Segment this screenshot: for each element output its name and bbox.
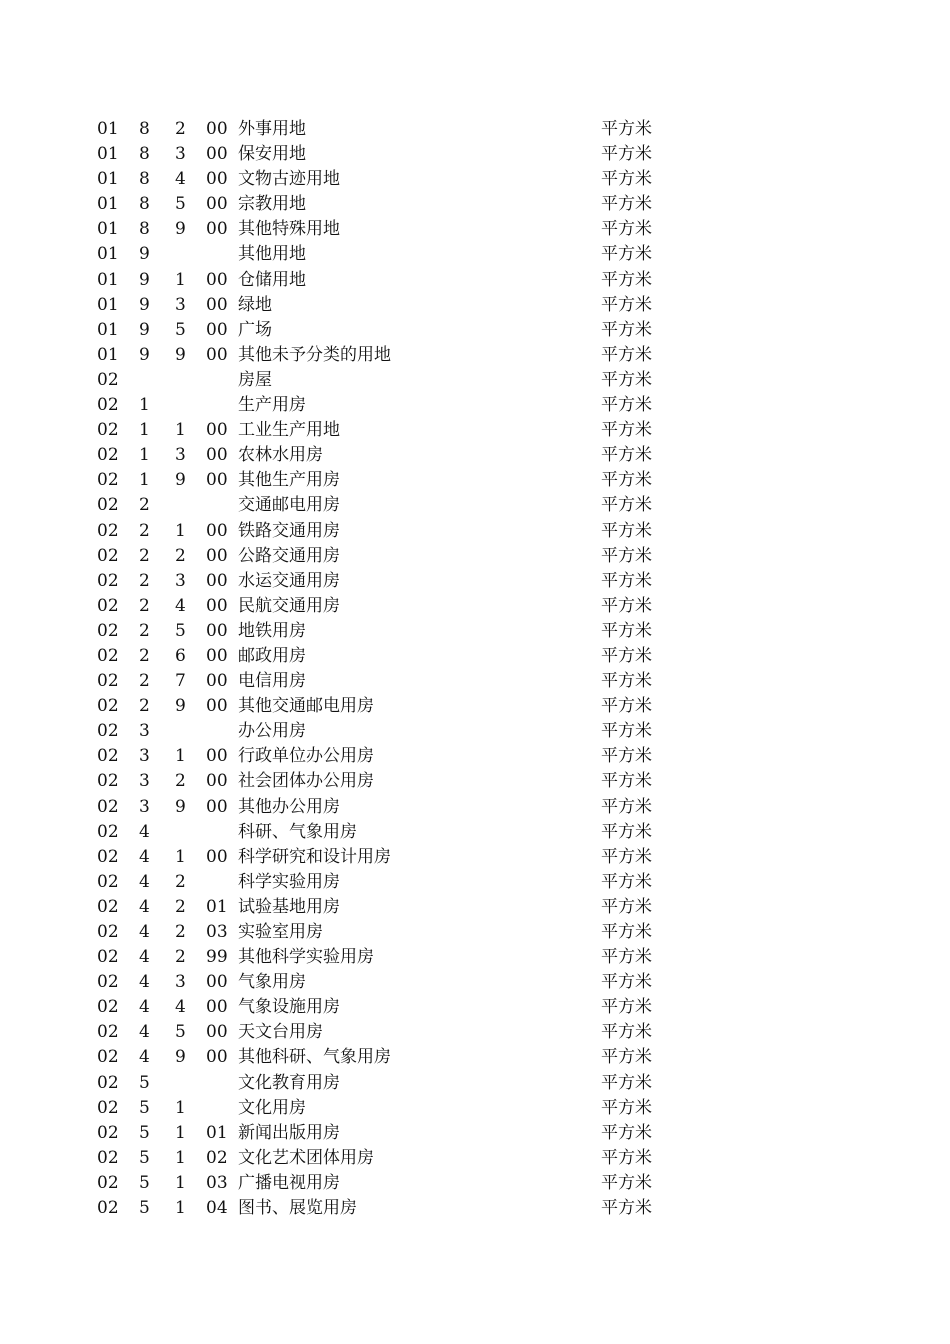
code-level-1: 02 bbox=[97, 821, 119, 842]
code-level-2: 8 bbox=[139, 144, 150, 165]
table-row bbox=[0, 895, 950, 920]
code-level-1: 01 bbox=[97, 169, 119, 190]
item-name: 其他办公用房 bbox=[238, 796, 340, 817]
item-name: 文化艺术团体用房 bbox=[238, 1147, 374, 1168]
code-level-2: 4 bbox=[139, 972, 150, 993]
unit-label: 平方米 bbox=[601, 972, 652, 993]
unit-label: 平方米 bbox=[601, 194, 652, 215]
code-level-2: 5 bbox=[139, 1198, 150, 1219]
code-level-3: 2 bbox=[175, 771, 186, 792]
code-level-4: 00 bbox=[206, 796, 228, 817]
item-name: 交通邮电用房 bbox=[238, 495, 340, 516]
code-level-3: 3 bbox=[175, 294, 186, 315]
code-level-4: 00 bbox=[206, 520, 228, 541]
code-level-1: 02 bbox=[97, 1097, 119, 1118]
unit-label: 平方米 bbox=[601, 369, 652, 390]
table-row bbox=[0, 744, 950, 769]
table-row bbox=[0, 318, 950, 343]
code-level-2: 4 bbox=[139, 922, 150, 942]
code-level-4: 00 bbox=[206, 194, 228, 215]
table-row bbox=[0, 669, 950, 694]
code-level-2: 8 bbox=[139, 194, 150, 215]
code-level-2: 4 bbox=[139, 1022, 150, 1043]
table-row bbox=[0, 995, 950, 1020]
code-level-4: 00 bbox=[206, 319, 228, 340]
unit-label: 平方米 bbox=[601, 395, 652, 416]
code-level-2: 9 bbox=[139, 294, 150, 315]
code-level-3: 5 bbox=[175, 1022, 186, 1043]
code-level-2: 8 bbox=[139, 119, 150, 139]
code-level-1: 02 bbox=[97, 871, 119, 892]
table-row bbox=[0, 795, 950, 820]
code-level-3: 3 bbox=[175, 570, 186, 591]
unit-label: 平方米 bbox=[601, 1198, 652, 1219]
item-name: 其他交通邮电用房 bbox=[238, 696, 374, 717]
table-row bbox=[0, 443, 950, 468]
code-level-3: 9 bbox=[175, 344, 186, 365]
code-level-4: 04 bbox=[206, 1198, 228, 1219]
code-level-2: 3 bbox=[139, 721, 150, 742]
item-name: 实验室用房 bbox=[238, 922, 323, 942]
code-level-1: 02 bbox=[97, 445, 119, 466]
unit-label: 平方米 bbox=[601, 721, 652, 742]
code-level-1: 02 bbox=[97, 1147, 119, 1168]
table-row bbox=[0, 544, 950, 569]
unit-label: 平方米 bbox=[601, 119, 652, 139]
code-level-4: 00 bbox=[206, 972, 228, 993]
code-level-2: 1 bbox=[139, 420, 150, 441]
unit-label: 平方米 bbox=[601, 896, 652, 917]
table-row bbox=[0, 619, 950, 644]
table-row bbox=[0, 719, 950, 744]
unit-label: 平方米 bbox=[601, 1122, 652, 1143]
code-level-2: 1 bbox=[139, 445, 150, 466]
item-name: 气象设施用房 bbox=[238, 997, 340, 1018]
code-level-2: 4 bbox=[139, 821, 150, 842]
table-row bbox=[0, 519, 950, 544]
code-level-1: 02 bbox=[97, 1047, 119, 1068]
code-level-3: 1 bbox=[175, 269, 186, 290]
code-level-2: 5 bbox=[139, 1122, 150, 1143]
table-row bbox=[0, 493, 950, 518]
code-level-4: 00 bbox=[206, 420, 228, 441]
code-level-2: 9 bbox=[139, 319, 150, 340]
item-name: 仓储用地 bbox=[238, 269, 306, 290]
code-level-3: 9 bbox=[175, 219, 186, 240]
code-level-3: 6 bbox=[175, 645, 186, 666]
table-row bbox=[0, 920, 950, 945]
code-level-2: 2 bbox=[139, 520, 150, 541]
code-level-4: 00 bbox=[206, 696, 228, 717]
table-row bbox=[0, 242, 950, 267]
code-level-3: 5 bbox=[175, 319, 186, 340]
unit-label: 平方米 bbox=[601, 520, 652, 541]
item-name: 科学研究和设计用房 bbox=[238, 846, 391, 867]
unit-label: 平方米 bbox=[601, 671, 652, 692]
code-level-4: 00 bbox=[206, 997, 228, 1018]
table-row bbox=[0, 769, 950, 794]
unit-label: 平方米 bbox=[601, 294, 652, 315]
item-name: 电信用房 bbox=[238, 671, 306, 692]
item-name: 外事用地 bbox=[238, 119, 306, 139]
code-level-4: 01 bbox=[206, 896, 228, 917]
code-level-3: 1 bbox=[175, 846, 186, 867]
code-level-2: 9 bbox=[139, 344, 150, 365]
code-level-2: 2 bbox=[139, 570, 150, 591]
code-level-1: 02 bbox=[97, 395, 119, 416]
table-row bbox=[0, 1146, 950, 1171]
unit-label: 平方米 bbox=[601, 947, 652, 968]
code-level-2: 4 bbox=[139, 846, 150, 867]
code-level-1: 02 bbox=[97, 1022, 119, 1043]
code-level-4: 00 bbox=[206, 269, 228, 290]
code-level-3: 1 bbox=[175, 1172, 186, 1193]
unit-label: 平方米 bbox=[601, 1022, 652, 1043]
code-level-1: 01 bbox=[97, 219, 119, 240]
code-level-3: 3 bbox=[175, 144, 186, 165]
code-level-2: 5 bbox=[139, 1172, 150, 1193]
code-level-4: 00 bbox=[206, 445, 228, 466]
code-level-4: 00 bbox=[206, 169, 228, 190]
unit-label: 平方米 bbox=[601, 1072, 652, 1093]
item-name: 其他未予分类的用地 bbox=[238, 344, 391, 365]
code-level-4: 00 bbox=[206, 1047, 228, 1068]
item-name: 农林水用房 bbox=[238, 445, 323, 466]
code-level-3: 1 bbox=[175, 1122, 186, 1143]
code-level-2: 3 bbox=[139, 796, 150, 817]
table-row bbox=[0, 217, 950, 242]
table-row bbox=[0, 694, 950, 719]
code-level-2: 9 bbox=[139, 244, 150, 265]
code-level-1: 02 bbox=[97, 520, 119, 541]
code-level-3: 1 bbox=[175, 1198, 186, 1219]
code-level-3: 9 bbox=[175, 796, 186, 817]
table-row bbox=[0, 368, 950, 393]
table-row bbox=[0, 1096, 950, 1121]
code-level-3: 5 bbox=[175, 620, 186, 641]
code-level-4: 01 bbox=[206, 1122, 228, 1143]
code-level-3: 9 bbox=[175, 470, 186, 491]
code-level-4: 00 bbox=[206, 595, 228, 616]
code-level-1: 02 bbox=[97, 796, 119, 817]
table-row bbox=[0, 192, 950, 217]
code-level-1: 02 bbox=[97, 972, 119, 993]
code-level-1: 02 bbox=[97, 620, 119, 641]
code-level-4: 03 bbox=[206, 1172, 228, 1193]
item-name: 广场 bbox=[238, 319, 272, 340]
code-level-3: 1 bbox=[175, 420, 186, 441]
item-name: 文物古迹用地 bbox=[238, 169, 340, 190]
item-name: 办公用房 bbox=[238, 721, 306, 742]
code-level-3: 1 bbox=[175, 1097, 186, 1118]
item-name: 地铁用房 bbox=[238, 620, 306, 641]
code-level-2: 4 bbox=[139, 997, 150, 1018]
unit-label: 平方米 bbox=[601, 696, 652, 717]
code-level-1: 02 bbox=[97, 470, 119, 491]
item-name: 其他科研、气象用房 bbox=[238, 1047, 391, 1068]
code-level-2: 8 bbox=[139, 169, 150, 190]
code-level-4: 00 bbox=[206, 846, 228, 867]
item-name: 民航交通用房 bbox=[238, 595, 340, 616]
code-level-1: 01 bbox=[97, 319, 119, 340]
code-level-1: 02 bbox=[97, 997, 119, 1018]
code-level-1: 01 bbox=[97, 144, 119, 165]
code-level-1: 02 bbox=[97, 922, 119, 942]
item-name: 房屋 bbox=[238, 369, 272, 390]
code-level-2: 9 bbox=[139, 269, 150, 290]
item-name: 水运交通用房 bbox=[238, 570, 340, 591]
code-level-3: 1 bbox=[175, 746, 186, 767]
code-level-2: 8 bbox=[139, 219, 150, 240]
code-level-4: 00 bbox=[206, 570, 228, 591]
code-level-4: 00 bbox=[206, 620, 228, 641]
unit-label: 平方米 bbox=[601, 144, 652, 165]
table-row bbox=[0, 820, 950, 845]
classification-table bbox=[0, 117, 950, 1221]
table-row bbox=[0, 594, 950, 619]
unit-label: 平方米 bbox=[601, 871, 652, 892]
code-level-1: 02 bbox=[97, 1172, 119, 1193]
code-level-2: 4 bbox=[139, 896, 150, 917]
code-level-2: 3 bbox=[139, 746, 150, 767]
code-level-4: 00 bbox=[206, 771, 228, 792]
item-name: 邮政用房 bbox=[238, 645, 306, 666]
code-level-2: 2 bbox=[139, 620, 150, 641]
unit-label: 平方米 bbox=[601, 821, 652, 842]
unit-label: 平方米 bbox=[601, 771, 652, 792]
code-level-1: 01 bbox=[97, 269, 119, 290]
item-name: 宗教用地 bbox=[238, 194, 306, 215]
code-level-1: 02 bbox=[97, 1072, 119, 1093]
code-level-1: 02 bbox=[97, 896, 119, 917]
code-level-2: 5 bbox=[139, 1097, 150, 1118]
item-name: 其他科学实验用房 bbox=[238, 947, 374, 968]
code-level-1: 02 bbox=[97, 746, 119, 767]
code-level-3: 1 bbox=[175, 520, 186, 541]
code-level-4: 03 bbox=[206, 922, 228, 942]
item-name: 其他生产用房 bbox=[238, 470, 340, 491]
code-level-1: 02 bbox=[97, 595, 119, 616]
unit-label: 平方米 bbox=[601, 420, 652, 441]
code-level-3: 2 bbox=[175, 922, 186, 942]
code-level-2: 4 bbox=[139, 1047, 150, 1068]
table-row bbox=[0, 970, 950, 995]
code-level-3: 4 bbox=[175, 169, 186, 190]
code-level-4: 00 bbox=[206, 1022, 228, 1043]
code-level-2: 5 bbox=[139, 1147, 150, 1168]
code-level-1: 02 bbox=[97, 369, 119, 390]
unit-label: 平方米 bbox=[601, 244, 652, 265]
code-level-3: 3 bbox=[175, 972, 186, 993]
item-name: 文化教育用房 bbox=[238, 1072, 340, 1093]
code-level-3: 2 bbox=[175, 896, 186, 917]
table-row bbox=[0, 418, 950, 443]
item-name: 图书、展览用房 bbox=[238, 1198, 357, 1219]
table-row bbox=[0, 945, 950, 970]
unit-label: 平方米 bbox=[601, 997, 652, 1018]
code-level-1: 02 bbox=[97, 1122, 119, 1143]
code-level-2: 4 bbox=[139, 947, 150, 968]
unit-label: 平方米 bbox=[601, 169, 652, 190]
item-name: 行政单位办公用房 bbox=[238, 746, 374, 767]
table-row bbox=[0, 1045, 950, 1070]
table-row bbox=[0, 644, 950, 669]
unit-label: 平方米 bbox=[601, 922, 652, 942]
item-name: 科研、气象用房 bbox=[238, 821, 357, 842]
code-level-3: 7 bbox=[175, 671, 186, 692]
code-level-3: 3 bbox=[175, 445, 186, 466]
code-level-1: 01 bbox=[97, 119, 119, 139]
unit-label: 平方米 bbox=[601, 570, 652, 591]
unit-label: 平方米 bbox=[601, 319, 652, 340]
code-level-1: 02 bbox=[97, 1198, 119, 1219]
code-level-3: 2 bbox=[175, 119, 186, 139]
code-level-2: 2 bbox=[139, 545, 150, 566]
code-level-1: 02 bbox=[97, 420, 119, 441]
code-level-1: 02 bbox=[97, 696, 119, 717]
code-level-4: 00 bbox=[206, 344, 228, 365]
unit-label: 平方米 bbox=[601, 796, 652, 817]
table-row bbox=[0, 117, 950, 142]
code-level-4: 00 bbox=[206, 671, 228, 692]
code-level-3: 4 bbox=[175, 997, 186, 1018]
code-level-2: 5 bbox=[139, 1072, 150, 1093]
unit-label: 平方米 bbox=[601, 219, 652, 240]
code-level-1: 02 bbox=[97, 671, 119, 692]
code-level-3: 2 bbox=[175, 545, 186, 566]
code-level-2: 2 bbox=[139, 595, 150, 616]
item-name: 其他用地 bbox=[238, 244, 306, 265]
code-level-4: 00 bbox=[206, 144, 228, 165]
unit-label: 平方米 bbox=[601, 470, 652, 491]
code-level-2: 4 bbox=[139, 871, 150, 892]
code-level-1: 02 bbox=[97, 846, 119, 867]
item-name: 社会团体办公用房 bbox=[238, 771, 374, 792]
code-level-3: 2 bbox=[175, 871, 186, 892]
item-name: 科学实验用房 bbox=[238, 871, 340, 892]
item-name: 公路交通用房 bbox=[238, 545, 340, 566]
item-name: 广播电视用房 bbox=[238, 1172, 340, 1193]
code-level-3: 9 bbox=[175, 1047, 186, 1068]
code-level-2: 2 bbox=[139, 696, 150, 717]
table-row bbox=[0, 1071, 950, 1096]
table-row bbox=[0, 142, 950, 167]
item-name: 生产用房 bbox=[238, 395, 306, 416]
table-row bbox=[0, 343, 950, 368]
item-name: 试验基地用房 bbox=[238, 896, 340, 917]
item-name: 天文台用房 bbox=[238, 1022, 323, 1043]
code-level-3: 4 bbox=[175, 595, 186, 616]
code-level-3: 2 bbox=[175, 947, 186, 968]
unit-label: 平方米 bbox=[601, 344, 652, 365]
code-level-1: 02 bbox=[97, 771, 119, 792]
table-row bbox=[0, 1196, 950, 1221]
code-level-4: 00 bbox=[206, 470, 228, 491]
code-level-1: 02 bbox=[97, 545, 119, 566]
code-level-1: 01 bbox=[97, 244, 119, 265]
unit-label: 平方米 bbox=[601, 445, 652, 466]
table-row bbox=[0, 569, 950, 594]
code-level-2: 3 bbox=[139, 771, 150, 792]
unit-label: 平方米 bbox=[601, 620, 652, 641]
unit-label: 平方米 bbox=[601, 1172, 652, 1193]
unit-label: 平方米 bbox=[601, 645, 652, 666]
table-row bbox=[0, 1020, 950, 1045]
table-row bbox=[0, 1121, 950, 1146]
table-row bbox=[0, 1171, 950, 1196]
table-row bbox=[0, 393, 950, 418]
unit-label: 平方米 bbox=[601, 1147, 652, 1168]
unit-label: 平方米 bbox=[601, 545, 652, 566]
table-row bbox=[0, 268, 950, 293]
unit-label: 平方米 bbox=[601, 746, 652, 767]
code-level-1: 02 bbox=[97, 495, 119, 516]
code-level-2: 1 bbox=[139, 470, 150, 491]
table-row bbox=[0, 845, 950, 870]
item-name: 工业生产用地 bbox=[238, 420, 340, 441]
code-level-2: 2 bbox=[139, 495, 150, 516]
item-name: 其他特殊用地 bbox=[238, 219, 340, 240]
code-level-4: 00 bbox=[206, 545, 228, 566]
item-name: 文化用房 bbox=[238, 1097, 306, 1118]
code-level-1: 01 bbox=[97, 294, 119, 315]
table-row bbox=[0, 870, 950, 895]
unit-label: 平方米 bbox=[601, 269, 652, 290]
code-level-1: 02 bbox=[97, 947, 119, 968]
unit-label: 平方米 bbox=[601, 1047, 652, 1068]
code-level-2: 1 bbox=[139, 395, 150, 416]
code-level-3: 5 bbox=[175, 194, 186, 215]
code-level-3: 1 bbox=[175, 1147, 186, 1168]
code-level-1: 01 bbox=[97, 344, 119, 365]
code-level-2: 2 bbox=[139, 645, 150, 666]
unit-label: 平方米 bbox=[601, 1097, 652, 1118]
unit-label: 平方米 bbox=[601, 595, 652, 616]
code-level-4: 99 bbox=[206, 947, 228, 968]
code-level-4: 00 bbox=[206, 119, 228, 139]
code-level-3: 9 bbox=[175, 696, 186, 717]
code-level-4: 00 bbox=[206, 294, 228, 315]
code-level-4: 00 bbox=[206, 219, 228, 240]
table-row bbox=[0, 167, 950, 192]
code-level-1: 01 bbox=[97, 194, 119, 215]
code-level-2: 2 bbox=[139, 671, 150, 692]
code-level-1: 02 bbox=[97, 570, 119, 591]
item-name: 保安用地 bbox=[238, 144, 306, 165]
code-level-4: 02 bbox=[206, 1147, 228, 1168]
code-level-4: 00 bbox=[206, 746, 228, 767]
item-name: 绿地 bbox=[238, 294, 272, 315]
table-row bbox=[0, 293, 950, 318]
code-level-1: 02 bbox=[97, 645, 119, 666]
item-name: 气象用房 bbox=[238, 972, 306, 993]
code-level-1: 02 bbox=[97, 721, 119, 742]
unit-label: 平方米 bbox=[601, 846, 652, 867]
unit-label: 平方米 bbox=[601, 495, 652, 516]
item-name: 新闻出版用房 bbox=[238, 1122, 340, 1143]
table-row bbox=[0, 468, 950, 493]
item-name: 铁路交通用房 bbox=[238, 520, 340, 541]
code-level-4: 00 bbox=[206, 645, 228, 666]
